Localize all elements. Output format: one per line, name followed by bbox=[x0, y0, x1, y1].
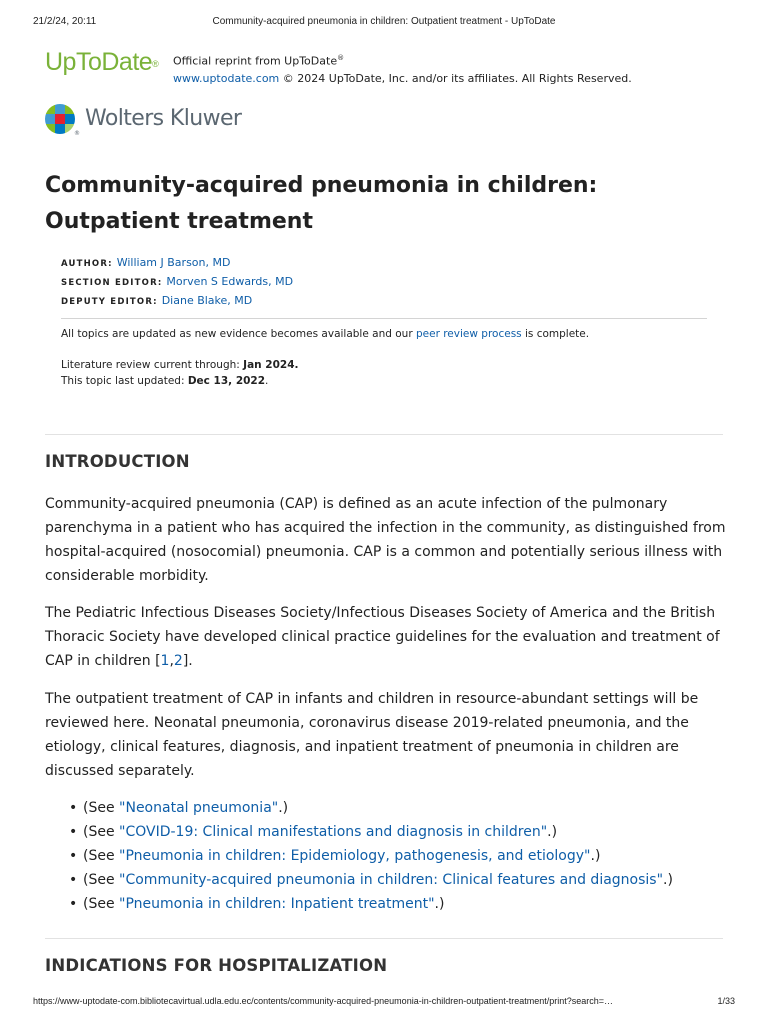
reprint-line: Official reprint from UpToDate bbox=[173, 54, 338, 68]
list-item bbox=[67, 844, 673, 868]
wk-globe-mark: ® bbox=[74, 130, 80, 137]
print-timestamp: 21/2/24, 20:11 bbox=[33, 16, 97, 27]
uptodate-logo-mark: ® bbox=[152, 59, 159, 69]
print-url: https://www-uptodate-com.bibliotecavirtual.udla.edu.ec/contents/community-acquired-pneumonia-in-children-outpatient-treatment/print?search=… bbox=[33, 996, 614, 1006]
intro-paragraph-2 bbox=[45, 601, 730, 673]
contributor-author bbox=[61, 254, 293, 273]
peer-review-link[interactable]: peer review process bbox=[415, 328, 522, 340]
contributor-deputy-editor bbox=[61, 292, 293, 311]
see-link-epidemiology[interactable]: "Pneumonia in children: Epidemiology, pathogenesis, and etiology" bbox=[119, 848, 591, 864]
contributor-name-link[interactable]: Morven S Edwards, MD bbox=[166, 275, 294, 288]
see-prefix: (See bbox=[83, 848, 120, 864]
contributor-role: SECTION EDITOR: bbox=[61, 278, 163, 288]
copyright-text: © 2024 UpToDate, Inc. and/or its affiliates. All Rights Reserved. bbox=[279, 71, 632, 85]
see-suffix: .) bbox=[547, 824, 558, 840]
see-prefix: (See bbox=[83, 872, 120, 888]
see-prefix: (See bbox=[83, 800, 120, 816]
lit-review-label: Literature review current through: bbox=[61, 359, 244, 371]
list-item bbox=[67, 868, 673, 892]
update-note-text: All topics are updated as new evidence becomes available and our bbox=[61, 328, 416, 340]
topic-title-line1: Community-acquired pneumonia in children: bbox=[45, 173, 598, 198]
uptodate-logo-text: UpToDate bbox=[45, 48, 153, 76]
see-link-inpatient-treatment[interactable]: "Pneumonia in children: Inpatient treatment" bbox=[119, 896, 435, 912]
see-suffix: .) bbox=[663, 872, 673, 888]
list-item bbox=[67, 892, 673, 916]
see-also-list bbox=[67, 796, 673, 916]
intro-paragraph-2-end: ]. bbox=[182, 653, 193, 669]
uptodate-logo bbox=[45, 46, 158, 78]
intro-paragraph-1: Community-acquired pneumonia (CAP) is defined as an acute infection of the pulmonary parenchyma in a patient who has acquired the infection in the community, as distinguished from hospital-acquired (nosocomial) pneumonia. CAP is a common and potentially serious illness with considerable morbidity. bbox=[45, 496, 726, 584]
see-link-neonatal-pneumonia[interactable]: "Neonatal pneumonia" bbox=[119, 800, 279, 816]
reprint-mark: ® bbox=[337, 54, 345, 62]
print-header bbox=[0, 16, 768, 30]
reference-link-1[interactable]: 1 bbox=[160, 653, 170, 669]
publisher-name: Wolters Kluwer bbox=[85, 106, 242, 131]
section-divider bbox=[45, 938, 723, 939]
section-divider bbox=[45, 434, 723, 435]
see-suffix: .) bbox=[434, 896, 445, 912]
contributor-role: DEPUTY EDITOR: bbox=[61, 297, 158, 307]
reference-separator: , bbox=[169, 653, 174, 669]
update-note bbox=[61, 326, 589, 342]
see-suffix: .) bbox=[278, 800, 289, 816]
contributor-name-link[interactable]: William J Barson, MD bbox=[116, 256, 231, 269]
literature-review-info bbox=[61, 357, 299, 389]
reprint-notice bbox=[173, 50, 632, 87]
last-updated-end: . bbox=[265, 375, 269, 387]
last-updated-label: This topic last updated: bbox=[61, 375, 188, 387]
print-page-number: 1/33 bbox=[717, 996, 735, 1006]
see-suffix: .) bbox=[590, 848, 601, 864]
intro-paragraph-3: The outpatient treatment of CAP in infants and children in resource-abundant settings will be reviewed here. Neonatal pneumonia, coronavirus disease 2019-related pneumonia, and the etiology, clinical features, diagnosis, and inpatient treatment of pneumonia in children are discussed separately. bbox=[45, 691, 699, 779]
intro-paragraph-2-text: The Pediatric Infectious Diseases Society/Infectious Diseases Society of America and the British Thoracic Society have developed clinical practice guidelines for the evaluation and treatment of CAP in children [ bbox=[45, 605, 720, 669]
contributor-role: AUTHOR: bbox=[61, 259, 113, 269]
wolters-kluwer-globe-icon bbox=[45, 104, 79, 136]
lit-review-date: Jan 2024. bbox=[243, 359, 299, 371]
contributors-list bbox=[61, 254, 293, 311]
topic-title bbox=[45, 168, 725, 240]
print-footer bbox=[0, 996, 768, 1010]
print-page-title: Community-acquired pneumonia in children: Outpatient treatment - UpToDate bbox=[212, 16, 556, 27]
section-heading-indications: INDICATIONS FOR HOSPITALIZATION bbox=[45, 956, 388, 975]
last-updated-date: Dec 13, 2022 bbox=[187, 375, 266, 387]
list-item bbox=[67, 820, 673, 844]
update-note-end: is complete. bbox=[521, 328, 590, 340]
contributor-name-link[interactable]: Diane Blake, MD bbox=[161, 294, 253, 307]
see-prefix: (See bbox=[83, 896, 120, 912]
reference-link-2[interactable]: 2 bbox=[173, 653, 183, 669]
contributors-divider bbox=[61, 318, 707, 319]
section-heading-introduction: INTRODUCTION bbox=[45, 452, 190, 471]
contributor-section-editor bbox=[61, 273, 293, 292]
see-prefix: (See bbox=[83, 824, 120, 840]
topic-title-line2: Outpatient treatment bbox=[45, 209, 313, 234]
see-link-clinical-features[interactable]: "Community-acquired pneumonia in children: Clinical features and diagnosis" bbox=[119, 872, 664, 888]
uptodate-site-link[interactable]: www.uptodate.com bbox=[173, 71, 280, 85]
see-link-covid19[interactable]: "COVID-19: Clinical manifestations and diagnosis in children" bbox=[119, 824, 548, 840]
list-item bbox=[67, 796, 673, 820]
